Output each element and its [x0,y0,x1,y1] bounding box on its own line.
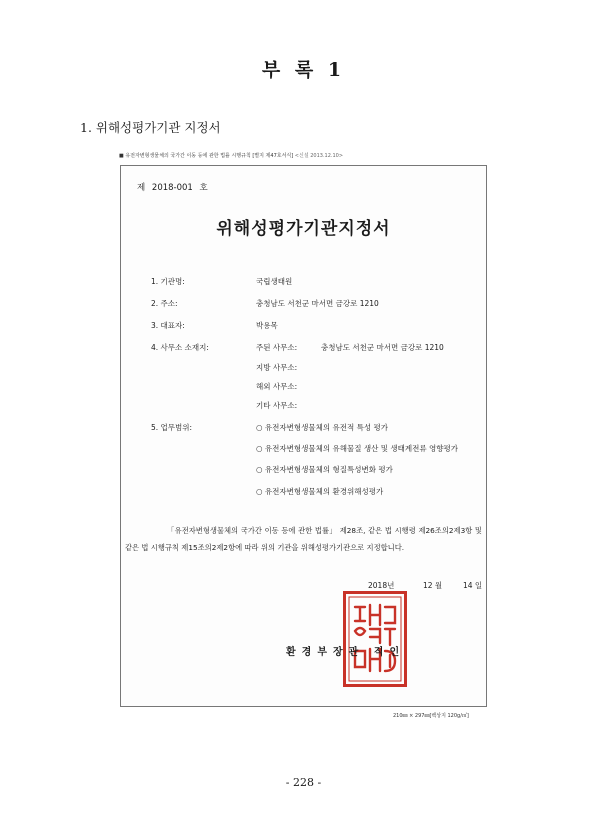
date-month: 12 월 [423,581,443,590]
field-label-address: 2. 주소: [151,299,178,308]
certificate-body-text: 「유전자변형생물체의 국가간 이동 등에 관한 법률」 제28조, 같은 법 시행령 제26조의2제3항 및 같은 법 시행규칙 제15조의2제2항에 따라 위의 기관을 위해성평가기관으로 지정합니다. [125,526,482,552]
field-value-name: 국립생태원 [256,277,293,286]
certificate [120,165,487,707]
date-day: 14 일 [463,581,483,590]
field-label-scope: 5. 업무범위: [151,423,193,432]
office-label-overseas: 해외 사무소: [256,382,298,391]
field-label-name: 1. 기관명: [151,277,185,286]
form-note-revision: <신설 2013.12.10> [294,153,344,159]
form-note [119,152,343,159]
section-heading: 1. 위해성평가기관 지정서 [80,120,221,135]
official-seal-icon [343,591,407,687]
certificate-body [125,522,482,556]
scope-item: ○ 유전자변형생물체의 유해물질 생산 및 생태계전류 영향평가 [256,444,458,453]
paper-spec: 210㎜ × 297㎜[백상지 120g/㎡] [393,713,469,719]
scope-item: ○ 유전자변형생물체의 환경위해성평가 [256,487,384,496]
office-value-main: 충청남도 서천군 마서면 금강로 1210 [321,343,444,352]
field-label-office-location: 4. 사무소 소재지: [151,343,209,352]
field-label-representative: 3. 대표자: [151,321,185,330]
field-value-representative: 박용목 [256,321,278,330]
field-value-address: 충청남도 서천군 마서면 금강로 1210 [256,299,379,308]
scope-item: ○ 유전자변형생물체의 형질특성변화 평가 [256,465,393,474]
date-year: 2018년 [368,581,395,590]
appendix-title: 부 록 1 [261,59,346,81]
page-number: - 228 - [285,776,322,789]
office-label-regional: 지방 사무소: [256,363,298,372]
certificate-number: 제 2018-001 호 [137,183,208,193]
certificate-title: 위해성평가기관지정서 [216,219,391,239]
office-label-other: 기타 사무소: [256,401,298,410]
office-label-main: 주된 사무소: [256,343,298,352]
issuer: 환경부장관 직인 [286,647,406,658]
form-note-text: ■ 유전자변형생물체의 국가간 이동 등에 관한 법률 시행규칙 [별지 제47호서식] [119,153,294,159]
scope-item: ○ 유전자변형생물체의 유전적 특성 평가 [256,423,388,432]
